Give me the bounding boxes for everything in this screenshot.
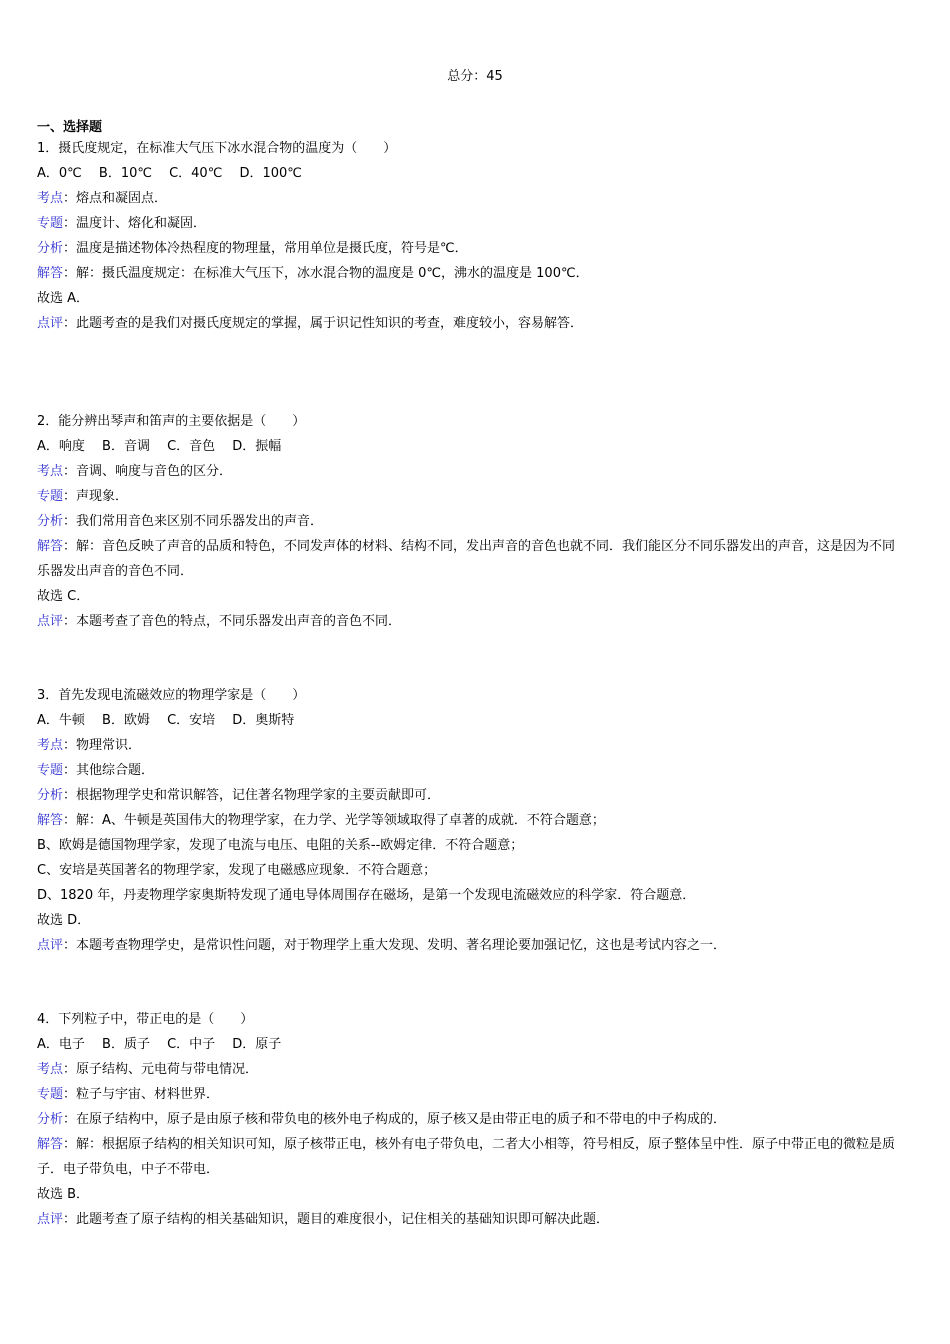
jieda-text: ：解：A、牛顿是英国伟大的物理学家，在力学、光学等领域取得了卓著的成就．不符合题意； bbox=[63, 813, 605, 828]
jieda-label: 解答 bbox=[37, 1137, 64, 1152]
answer-line: 故选 A． bbox=[37, 291, 90, 306]
question-stem: 2．能分辨出琴声和笛声的主要依据是（ ） bbox=[37, 414, 306, 429]
fenxi-label: 分析 bbox=[37, 241, 64, 256]
question-options: A．0℃ B．10℃ C．40℃ D．100℃ bbox=[37, 166, 302, 181]
fenxi-text: ：温度是描述物体冷热程度的物理量，常用单位是摄氏度，符号是℃． bbox=[63, 241, 468, 256]
fenxi-text: ：在原子结构中，原子是由原子核和带负电的核外电子构成的，原子核又是由带正电的质子和不带电的中子构成的． bbox=[63, 1112, 727, 1127]
question-options: A．电子 B．质子 C．中子 D．原子 bbox=[37, 1037, 282, 1052]
fenxi-text: ：根据物理学史和常识解答，记住著名物理学家的主要贡献即可． bbox=[63, 788, 441, 803]
jieda-row bbox=[37, 1132, 907, 1182]
answer-line: 故选 C． bbox=[37, 589, 90, 604]
question-stem: 1．摄氏度规定，在标准大气压下冰水混合物的温度为（ ） bbox=[37, 141, 397, 156]
question-2 bbox=[37, 409, 907, 634]
dianping-label: 点评 bbox=[37, 1212, 64, 1227]
dianping-text: ：此题考查了原子结构的相关基础知识，题目的难度很小，记住相关的基础知识即可解决此题． bbox=[63, 1212, 610, 1227]
jieda-text: ：解：摄氏温度规定：在标准大气压下，冰水混合物的温度是 0℃，沸水的温度是 100℃． bbox=[63, 266, 589, 281]
fenxi-row bbox=[37, 236, 907, 261]
jieda-text: ：解：音色反映了声音的品质和特色，不同发声体的材料、结构不同，发出声音的音色也就不同．我们能区分不同乐器发出的声音，这是因为不同乐器发出声音的音色不同． bbox=[37, 539, 896, 579]
dianping-text: ：此题考查的是我们对摄氏度规定的掌握，属于识记性知识的考查，难度较小，容易解答． bbox=[63, 316, 584, 331]
jieda-row bbox=[37, 534, 907, 584]
jieda-row bbox=[37, 261, 907, 286]
jieda-label: 解答 bbox=[37, 266, 64, 281]
zhuanti-row bbox=[37, 1082, 907, 1107]
kaodian-text: ：原子结构、元电荷与带电情况． bbox=[63, 1062, 259, 1077]
fenxi-label: 分析 bbox=[37, 1112, 64, 1127]
kaodian-row bbox=[37, 1057, 907, 1082]
solution-line-b: B、欧姆是德国物理学家，发现了电流与电压、电阻的关系--欧姆定律．不符合题意； bbox=[37, 838, 524, 853]
zhuanti-label: 专题 bbox=[37, 216, 64, 231]
dianping-label: 点评 bbox=[37, 614, 64, 629]
zhuanti-text: ：粒子与宇宙、材料世界． bbox=[63, 1087, 220, 1102]
dianping-text: ：本题考查了音色的特点，不同乐器发出声音的音色不同． bbox=[63, 614, 402, 629]
fenxi-row bbox=[37, 1107, 907, 1132]
zhuanti-text: ：其他综合题． bbox=[63, 763, 155, 778]
fenxi-row bbox=[37, 509, 907, 534]
question-stem: 4．下列粒子中，带正电的是（ ） bbox=[37, 1012, 254, 1027]
zhuanti-text: ：温度计、熔化和凝固． bbox=[63, 216, 207, 231]
kaodian-text: ：物理常识． bbox=[63, 738, 142, 753]
fenxi-label: 分析 bbox=[37, 514, 64, 529]
kaodian-label: 考点 bbox=[37, 738, 64, 753]
question-3 bbox=[37, 683, 907, 958]
fenxi-label: 分析 bbox=[37, 788, 64, 803]
kaodian-row bbox=[37, 459, 907, 484]
zhuanti-row bbox=[37, 484, 907, 509]
jieda-label: 解答 bbox=[37, 813, 64, 828]
total-score: 总分：45 bbox=[447, 69, 503, 84]
kaodian-label: 考点 bbox=[37, 464, 64, 479]
answer-line: 故选 D． bbox=[37, 913, 91, 928]
section-title: 一、选择题 bbox=[37, 120, 103, 135]
zhuanti-label: 专题 bbox=[37, 489, 64, 504]
fenxi-text: ：我们常用音色来区别不同乐器发出的声音． bbox=[63, 514, 324, 529]
jieda-label: 解答 bbox=[37, 539, 64, 554]
zhuanti-label: 专题 bbox=[37, 763, 64, 778]
kaodian-text: ：音调、响度与音色的区分． bbox=[63, 464, 233, 479]
fenxi-row bbox=[37, 783, 907, 808]
jieda-text: ：解：根据原子结构的相关知识可知，原子核带正电，核外有电子带负电，二者大小相等，符号相反，原子整体呈中性．原子中带正电的微粒是质子．电子带负电，中子不带电． bbox=[37, 1137, 896, 1177]
dianping-text: ：本题考查物理学史，是常识性问题，对于物理学上重大发现、发明、著名理论要加强记忆，这也是考试内容之一． bbox=[63, 938, 727, 953]
question-1 bbox=[37, 136, 907, 336]
solution-line-d: D、1820 年，丹麦物理学家奥斯特发现了通电导体周围存在磁场，是第一个发现电流磁效应的科学家．符合题意． bbox=[37, 888, 696, 903]
kaodian-row bbox=[37, 733, 907, 758]
dianping-row bbox=[37, 933, 907, 958]
question-stem: 3．首先发现电流磁效应的物理学家是（ ） bbox=[37, 688, 306, 703]
question-options: A．响度 B．音调 C．音色 D．振幅 bbox=[37, 439, 282, 454]
dianping-label: 点评 bbox=[37, 938, 64, 953]
kaodian-row bbox=[37, 186, 907, 211]
solution-line-c: C、安培是英国著名的物理学家，发现了电磁感应现象．不符合题意； bbox=[37, 863, 437, 878]
question-4 bbox=[37, 1007, 907, 1232]
answer-line: 故选 B． bbox=[37, 1187, 90, 1202]
dianping-row bbox=[37, 609, 907, 634]
dianping-row bbox=[37, 1207, 907, 1232]
dianping-label: 点评 bbox=[37, 316, 64, 331]
kaodian-text: ：熔点和凝固点． bbox=[63, 191, 168, 206]
jieda-row bbox=[37, 808, 907, 833]
dianping-row bbox=[37, 311, 907, 336]
kaodian-label: 考点 bbox=[37, 191, 64, 206]
zhuanti-row bbox=[37, 211, 907, 236]
zhuanti-label: 专题 bbox=[37, 1087, 64, 1102]
zhuanti-row bbox=[37, 758, 907, 783]
question-options: A．牛顿 B．欧姆 C．安培 D．奥斯特 bbox=[37, 713, 295, 728]
zhuanti-text: ：声现象． bbox=[63, 489, 129, 504]
kaodian-label: 考点 bbox=[37, 1062, 64, 1077]
